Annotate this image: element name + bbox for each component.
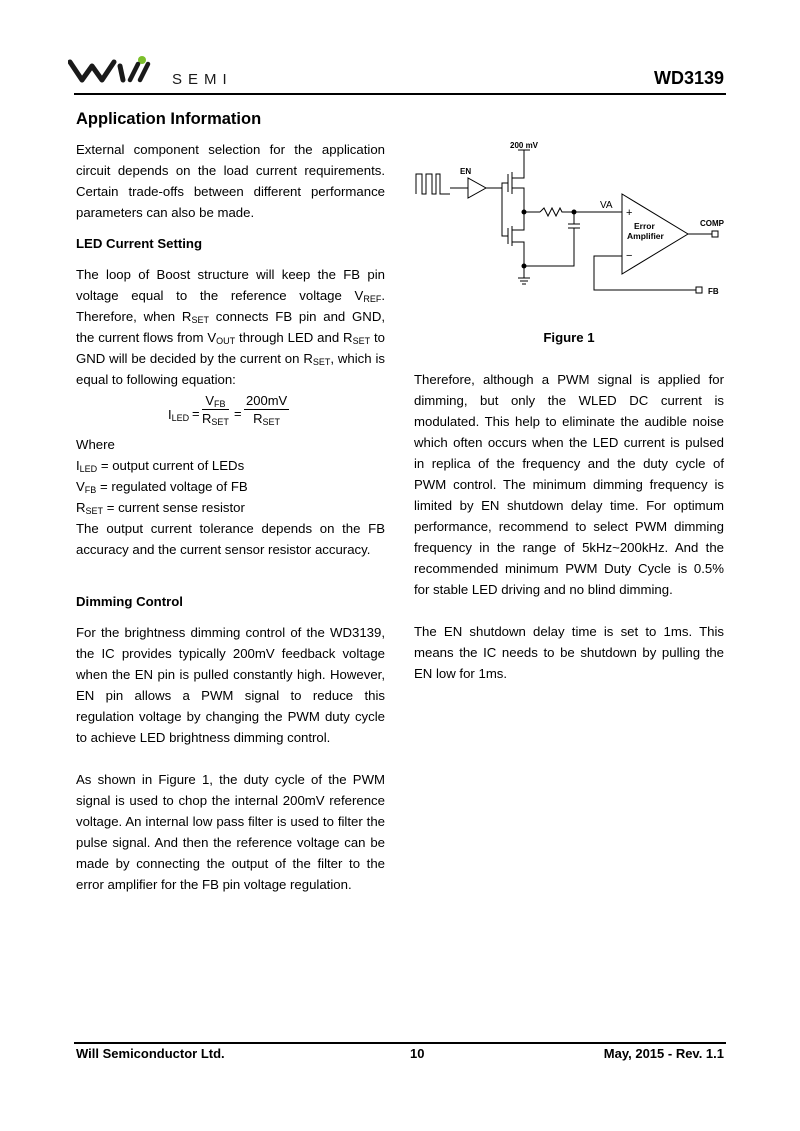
va-label: VA (600, 200, 613, 211)
eq-equals-2: = (234, 406, 242, 421)
footer-rule (74, 1042, 726, 1044)
logo-text: SEMI (172, 71, 233, 88)
figure-1-circuit-diagram (410, 138, 740, 300)
eq-equals-1: = (192, 406, 200, 421)
will-semi-logo (68, 54, 268, 88)
fb-label: FB (708, 287, 719, 296)
figure-caption: Figure 1 (543, 330, 595, 345)
pwm-waveform (416, 174, 450, 194)
intro-paragraph: External component selection for the application circuit depends on the load current requirements. Certain trade-offs between different performance parameters can also be made. (76, 142, 385, 220)
section-title: Application Information (76, 110, 262, 128)
header-rule (74, 93, 726, 95)
footer-page-number: 10 (410, 1046, 425, 1061)
left-column (76, 108, 385, 895)
led-current-title: LED Current Setting (76, 236, 203, 251)
pwm-paragraph: Therefore, although a PWM signal is applied for dimming, but only the WLED DC current is modulated. This help to eliminate the audible noise which often occurs when the LED current is pulsed in replica of the frequency and the duty cycle of PWM control. The minimum dimming frequency is limited by EN shutdown delay time. For optimum performance, recommend to select PWM dimming frequency in the range of 5kHz~200kHz. And the recommended minimum PWM Duty Cycle is 0.5% for stable LED driving and no blind dimming. (414, 372, 724, 597)
definition-iled: $I_{LED}$ = output current of LEDs (76, 458, 245, 474)
amp-label-1: Error (634, 221, 655, 231)
amp-label-2: Amplifier (627, 231, 664, 241)
amp-plus: + (626, 207, 633, 219)
fb-pin (696, 287, 702, 293)
top-transistor (508, 164, 524, 212)
dimming-paragraph-2: As shown in Figure 1, the duty cycle of the PWM signal is used to chop the internal 200mV reference voltage. An internal low pass filter is used to filter the pulse signal. And then the reference voltage can be made by connecting the output of the filter to the error amplifier for the FB pin voltage regulation. (76, 772, 385, 892)
supply-label: 200 mV (510, 141, 539, 150)
right-column (414, 369, 724, 684)
led-paragraph: The loop of Boost structure will keep the FB pin voltage equal to the reference voltage $V_{REF}$. Therefore, when $R_{SET}$ connects FB pin and GND, the current flows from $V_{OUT}$ through LED and $R_{SET}$ to GND will be decided by the current on $R_{SET}$, which is equal to following equation: (76, 267, 386, 387)
footer-date-revision: May, 2015 - Rev. 1.1 (603, 1046, 724, 1061)
led-current-equation (76, 392, 385, 434)
comp-pin (712, 231, 718, 237)
eq-lhs: $I_{LED}$ (168, 407, 190, 423)
footer-company: Will Semiconductor Ltd. (76, 1046, 225, 1061)
capacitor (524, 212, 580, 266)
en-buffer (468, 178, 486, 198)
where-label: Where (76, 437, 115, 452)
en-label: EN (460, 167, 472, 176)
eq-fraction-2: 200mV $R_{SET}$ (246, 393, 288, 427)
bottom-transistor (508, 212, 524, 266)
shutdown-paragraph: The EN shutdown delay time is set to 1ms. This means the IC needs to be shutdown by pulling the EN low for 1ms. (414, 624, 724, 681)
dimming-control-title: Dimming Control (76, 594, 183, 609)
definition-vfb: $V_{FB}$ = regulated voltage of FB (76, 479, 248, 495)
amp-minus: − (626, 250, 633, 262)
comp-label: COMP (700, 219, 724, 228)
definition-rset: $R_{SET}$ = current sense resistor (76, 500, 245, 516)
tolerance-paragraph: The output current tolerance depends on the FB accuracy and the current sensor resistor accuracy. (76, 521, 385, 557)
ground-symbol (518, 266, 530, 284)
document-id: WD3139 (653, 68, 724, 88)
eq-fraction-1: $V_{FB}$ $R_{SET}$ (202, 393, 229, 427)
dimming-paragraph-1: For the brightness dimming control of the WD3139, the IC provides typically 200mV feedback voltage when the EN pin is pulled constantly high. However, EN pin allows a PWM signal to reduce this regulation voltage by changing the PWM duty cycle to achieve LED brightness dimming control. (76, 625, 385, 745)
